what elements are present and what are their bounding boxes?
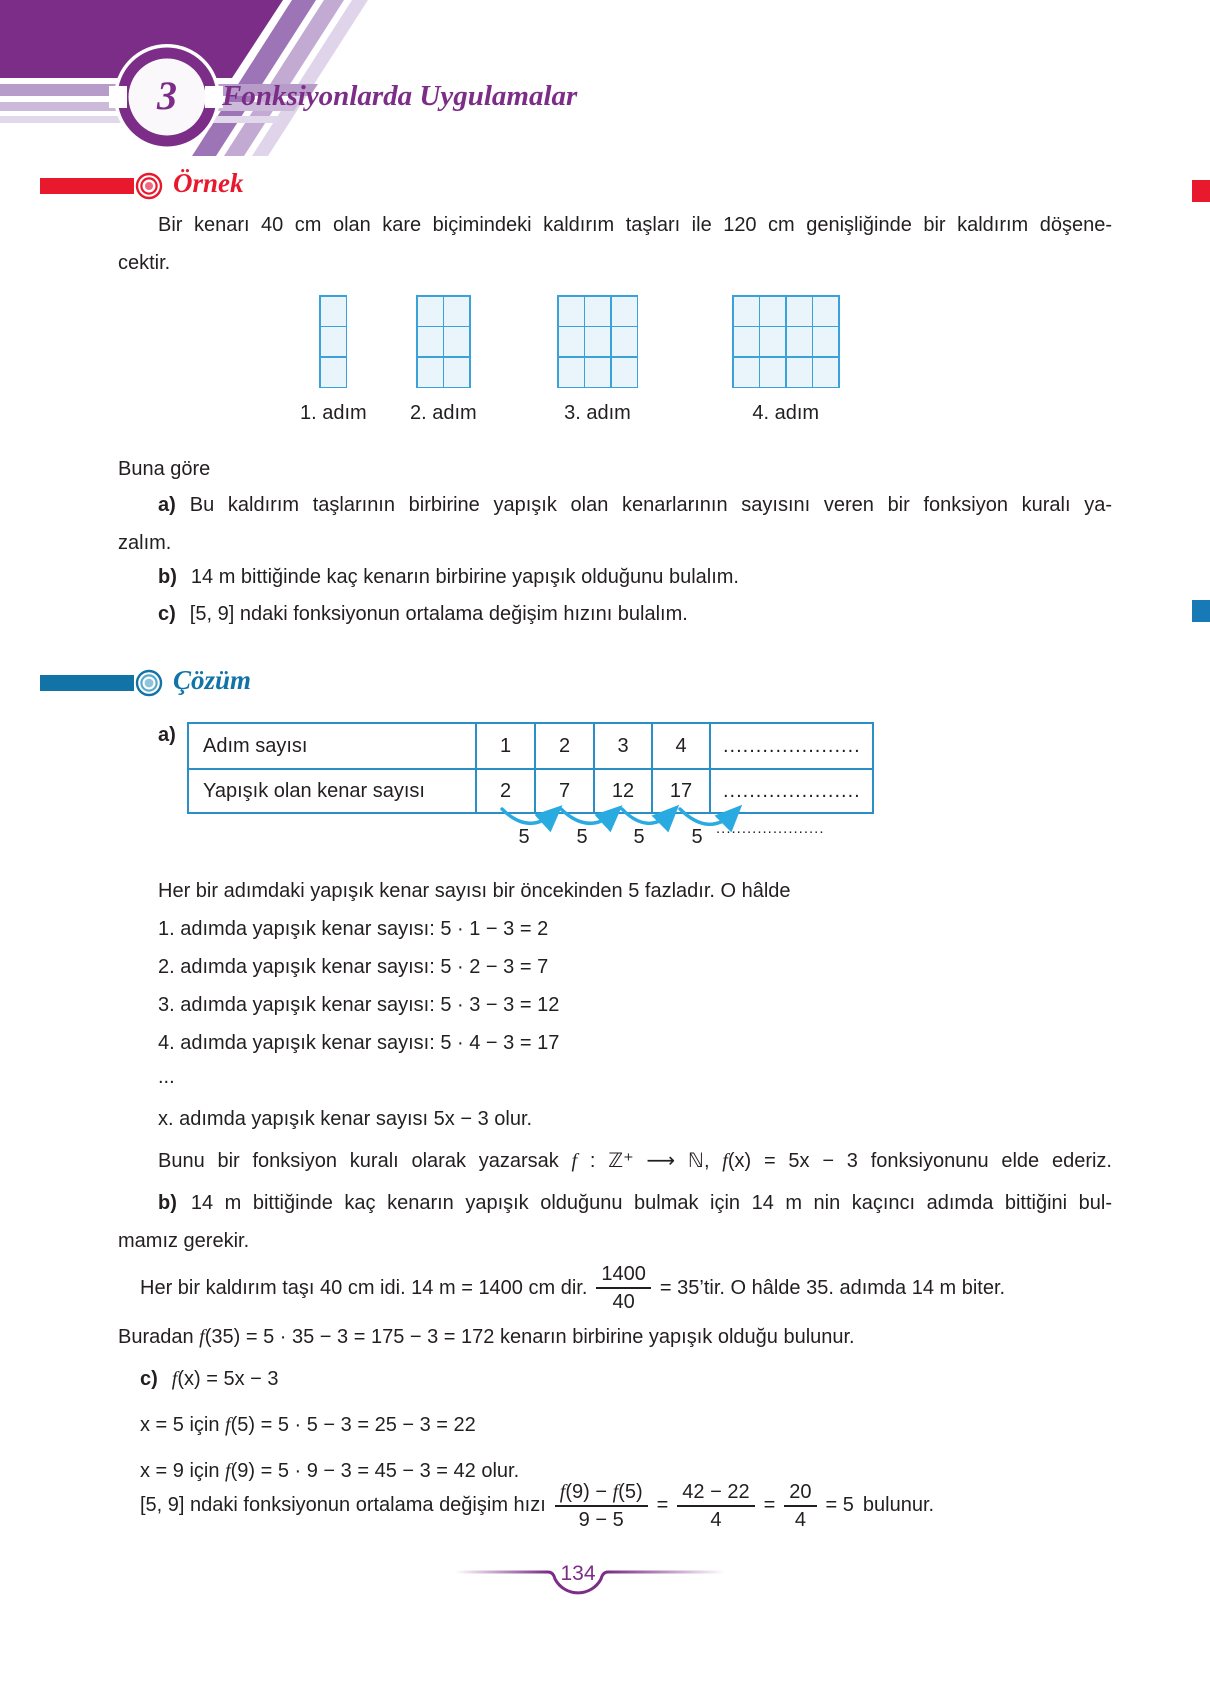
solution-step-line: 1. adımda yapışık kenar sayısı: 5 · 1 − 3 = 2 [158, 918, 549, 940]
avg-before: [5, 9] ndaki fonksiyonun ortalama değişim hızı [140, 1494, 546, 1516]
pavement-grid-step-2 [410, 295, 477, 425]
table-row-header: Yapışık olan kenar sayısı [189, 768, 475, 812]
grid-step-label: 3. adım [564, 402, 631, 424]
page-number: 134 [560, 1562, 596, 1585]
pavement-cell [813, 358, 838, 387]
pavement-cell [734, 297, 759, 326]
pavement-cell [321, 327, 346, 356]
table-value-cell: 1 [475, 724, 534, 768]
item-c-label: c) [158, 603, 176, 625]
example-item-b [158, 558, 739, 596]
difference-ellipsis: ..................... [716, 820, 825, 837]
example-item-c [158, 595, 688, 633]
table-value-cell: 2 [534, 724, 593, 768]
pavement-grid-step-4 [732, 295, 840, 425]
solution-step-line: 3. adımda yapışık kenar sayısı: 5 · 3 − 3 = 12 [158, 994, 560, 1016]
table-value-cell: 4 [651, 724, 709, 768]
pavement-grid-step-1 [300, 295, 367, 425]
solution-step-line: 4. adımda yapışık kenar sayısı: 5 · 4 − 3 = 17 [158, 1032, 560, 1054]
solution-ellipsis: ... [158, 1066, 175, 1088]
pavement-cells [416, 295, 471, 388]
item-b-text: 14 m bittiğinde kaç kenarın birbirine yapışık olduğunu bulalım. [190, 566, 739, 588]
pavement-cell [559, 327, 584, 356]
chapter-circle-notch [109, 86, 127, 108]
table-value-cell: 2 [475, 768, 534, 812]
pavement-cell [585, 358, 610, 387]
example-intro [118, 206, 1112, 282]
pavement-cell [585, 297, 610, 326]
calc-x9: x = 9 için f(9) = 5 · 9 − 3 = 45 − 3 = 42 olur. [140, 1460, 520, 1482]
pavement-cell [787, 297, 812, 326]
pavement-cell [760, 327, 785, 356]
pavement-cells [319, 295, 347, 388]
pavement-cell [444, 297, 469, 326]
cozum-bar [40, 675, 134, 691]
solution-observation: Her bir adımdaki yapışık kenar sayısı bir öncekinden 5 fazladır. O hâlde [158, 880, 791, 902]
part-b-text-cont: mamız gerekir. [118, 1230, 250, 1252]
ornek-target-icon [133, 170, 165, 202]
item-b-label: b) [158, 566, 177, 588]
pavement-cell [734, 358, 759, 387]
pavement-cell [734, 327, 759, 356]
cozum-title: Çözüm [173, 665, 252, 695]
solution-rule-line: Bunu bir fonksiyon kuralı olarak yazarsak f : ℤ⁺ ⟶ ℕ, f(x) = 5x − 3 fonksiyonunu elde ederiz. [158, 1150, 1112, 1172]
pavement-cell [559, 358, 584, 387]
pavement-cell [787, 327, 812, 356]
difference-value: 5 [518, 826, 530, 848]
diff-arrow [502, 809, 555, 823]
solution-part-c [140, 1360, 279, 1398]
item-a-label: a) [158, 494, 176, 516]
example-lead-in: Buna göre [118, 458, 211, 480]
red-edge-marker [1192, 180, 1210, 202]
pavement-cell [813, 327, 838, 356]
average-rate-line [140, 1478, 934, 1533]
pavement-cells [557, 295, 638, 388]
table-ellipsis-cell: ..................... [709, 724, 872, 768]
chapter-number: 3 [157, 73, 177, 118]
pavement-cell [787, 358, 812, 387]
pavement-cell [444, 327, 469, 356]
pavement-cell [813, 297, 838, 326]
pavement-cell [760, 358, 785, 387]
ornek-title: Örnek [173, 168, 244, 198]
table-ellipsis-cell: ..................... [709, 768, 872, 812]
calc-x5: x = 5 için f(5) = 5 · 5 − 3 = 25 − 3 = 22 [140, 1414, 476, 1436]
pavement-cell [612, 358, 637, 387]
pavement-grid-step-3 [557, 295, 638, 425]
cozum-target-icon [133, 667, 165, 699]
pavement-cell [585, 327, 610, 356]
fraction-1400-40: $\frac{1400}{40}$ [596, 1262, 651, 1314]
avg-result: = 5 [825, 1494, 854, 1516]
pavement-cell [760, 297, 785, 326]
step-edge-table [187, 722, 874, 814]
solution-step-line: 2. adımda yapışık kenar sayısı: 5 · 2 − 3 = 7 [158, 956, 549, 978]
fraction-f9-f5: $\frac{f(9) - f(5)}{9 - 5}$ [555, 1480, 648, 1532]
example-intro-line2: cektir. [118, 252, 171, 274]
pavement-cell [559, 297, 584, 326]
solution-part-b [118, 1184, 1112, 1260]
difference-value: 5 [691, 826, 703, 848]
difference-value: 5 [633, 826, 645, 848]
chapter-circle-notch [205, 86, 223, 108]
pavement-cell [612, 327, 637, 356]
pavement-cell [321, 297, 346, 326]
table-value-cell: 17 [651, 768, 709, 812]
footer-line-left [455, 1571, 548, 1574]
grid-step-label: 2. adım [410, 402, 477, 424]
example-intro-line1: Bir kenarı 40 cm olan kare biçimindeki kaldırım taşları ile 120 cm genişliğinde bir kaldırım döşene- [158, 214, 1112, 236]
part-b-conclusion: Buradan f(35) = 5 · 35 − 3 = 175 − 3 = 172 kenarın birbirine yapışık olduğu bulunur. [118, 1326, 855, 1348]
part-c-rule: f(x) = 5x − 3 [171, 1368, 279, 1390]
item-c-text: [5, 9] ndaki fonksiyonun ortalama değişim hızını bulalım. [189, 603, 688, 625]
pavement-cell [418, 297, 443, 326]
page-number-ornament [440, 1555, 740, 1615]
equals-sign: = [763, 1494, 776, 1516]
avg-after: bulunur. [862, 1494, 935, 1516]
calc-after: = 35’tir. O hâlde 35. adımda 14 m biter. [659, 1276, 1006, 1299]
pavement-cell [418, 358, 443, 387]
footer-line-right [608, 1571, 725, 1574]
calc-before: Her bir kaldırım taşı 40 cm idi. 14 m = 1400 cm dir. [140, 1276, 588, 1299]
pavement-cell [444, 358, 469, 387]
solution-steps [158, 910, 559, 1062]
fraction-42-22-4: $\frac{42 - 22}{4}$ [677, 1480, 754, 1532]
part-c-label: c) [140, 1368, 158, 1390]
example-item-a [118, 486, 1112, 562]
table-value-cell: 3 [593, 724, 651, 768]
table-value-cell: 7 [534, 768, 593, 812]
solution-part-a-label: a) [158, 724, 176, 746]
part-b-label: b) [158, 1192, 177, 1214]
part-b-calculation [140, 1262, 1005, 1314]
pavement-cell [418, 327, 443, 356]
grid-step-label: 4. adım [752, 402, 820, 424]
diff-arrow [561, 809, 615, 823]
pavement-cell [321, 358, 346, 387]
table-row-header: Adım sayısı [203, 734, 308, 757]
pavement-cell [612, 297, 637, 326]
solution-general-step: x. adımda yapışık kenar sayısı 5x − 3 olur. [158, 1108, 533, 1130]
part-b-text: 14 m bittiğinde kaç kenarın yapışık olduğunu bulmak için 14 m nin kaçıncı adımda bittiğini bul- [190, 1192, 1112, 1214]
difference-value: 5 [576, 826, 588, 848]
equals-sign: = [656, 1494, 669, 1516]
grid-step-label: 1. adım [300, 402, 367, 424]
ornek-bar [40, 178, 134, 194]
fraction-20-4: $\frac{20}{4}$ [784, 1480, 816, 1532]
table-value-cell: 12 [593, 768, 651, 812]
item-a-text: Bu kaldırım taşlarının birbirine yapışık olan kenarlarının sayısını veren bir fonksiyon kuralı ya- [189, 494, 1112, 516]
diff-arrow [622, 809, 672, 823]
item-a-text-cont: zalım. [118, 532, 172, 554]
chapter-title: Fonksiyonlarda Uygulamalar [222, 80, 578, 112]
blue-edge-marker [1192, 600, 1210, 622]
pavement-cells [732, 295, 840, 388]
